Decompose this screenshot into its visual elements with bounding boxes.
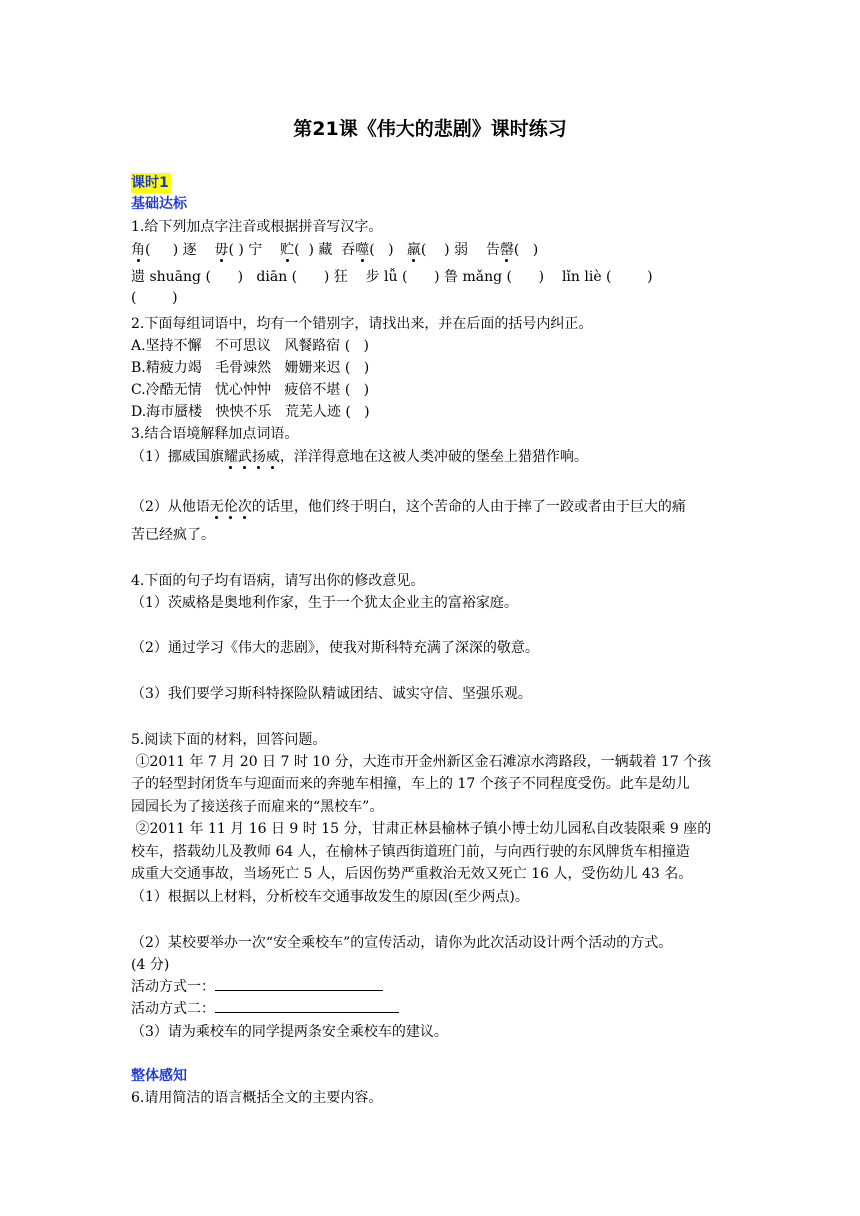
q1-item: 告 bbox=[485, 242, 500, 258]
q5-question-3: （3）请为乘校车的同学提两条安全乘校车的建议。 bbox=[131, 1024, 448, 1040]
q5-material-2-line-2: 校车，搭载幼儿及教师 64 人，在榆林子镇西街道班门前，与向西行驶的东风牌货车相撞造 bbox=[131, 844, 690, 860]
q5-material-1-line-3: 园园长为了接送孩子而雇来的“黑校车”。 bbox=[131, 799, 384, 815]
q3-sentence-2-cont: 苦已经疯了。 bbox=[131, 527, 215, 543]
q5-material-1-line-2: 子的轻型封闭货车与迎面而来的奔驰车相撞，车上的 17 个孩子不同程度受伤。此车是幼儿 bbox=[131, 776, 690, 792]
q1-row2: 遗 shuāng ( ) diān ( ) 狂 步 lǚ ( ) 鲁 mǎng ( ) lǐn liè ( ) bbox=[131, 269, 653, 285]
activity-way-2 bbox=[131, 998, 399, 1020]
dotted-char: 角 bbox=[131, 242, 145, 258]
q1-item: ( ) 弱 bbox=[420, 242, 469, 258]
q6-prompt: 6.请用简洁的语言概括全文的主要内容。 bbox=[131, 1090, 383, 1106]
dotted-char: 羸 bbox=[406, 242, 421, 258]
answer-blank[interactable] bbox=[215, 998, 399, 1013]
q1-item: ( ) 逐 bbox=[145, 242, 197, 258]
answer-blank[interactable] bbox=[215, 976, 383, 991]
q1-row1 bbox=[131, 239, 538, 261]
q4-prompt: 4.下面的句子均有语病，请写出你的修改意见。 bbox=[131, 573, 425, 589]
q2-option-d: D.海市蜃楼 怏怏不乐 荒芜人迹 ( ) bbox=[131, 404, 370, 420]
q2-option-a: A.坚持不懈 不可思议 风餐路宿 ( ) bbox=[131, 338, 369, 354]
q5-material-1-line-1: ①2011 年 7 月 20 日 7 时 10 分，大连市开金州新区金石滩凉水湾路段，一辆载着 17 个孩 bbox=[131, 754, 712, 770]
q4-sentence-3: （3）我们要学习斯科特探险队精诚团结、诚实守信、坚强乐观。 bbox=[131, 686, 532, 702]
activity-way-1-label: 活动方式一： bbox=[131, 979, 215, 995]
dotted-char: 扬 bbox=[251, 449, 266, 465]
q2-option-c: C.冷酷无情 忧心忡忡 疲倍不堪 ( ) bbox=[131, 382, 370, 398]
q4-sentence-1: （1）茨威格是奥地利作家，生于一个犹太企业主的富裕家庭。 bbox=[131, 595, 518, 611]
q3-s2-pre: （2）从他语 bbox=[131, 499, 210, 515]
lesson-label: 课时1 bbox=[131, 175, 169, 191]
dotted-char: 毋 bbox=[214, 242, 229, 258]
q3-s1-post: ，洋洋得意地在这被人类冲破的堡垒上猎猎作响。 bbox=[279, 449, 588, 465]
q1-item: ( ) bbox=[369, 242, 394, 258]
q1-item: ( ) bbox=[513, 242, 539, 258]
q4-sentence-2: （2）通过学习《伟大的悲剧》，使我对斯科特充满了深深的敬意。 bbox=[131, 640, 539, 656]
activity-way-1 bbox=[131, 976, 383, 998]
dotted-char: 伦 bbox=[223, 499, 238, 515]
q3-sentence-2 bbox=[131, 496, 686, 518]
dotted-char: 无 bbox=[209, 499, 224, 515]
q2-prompt: 2.下面每组词语中，均有一个错别字，请找出来，并在后面的括号内纠正。 bbox=[131, 316, 593, 332]
q3-s1-pre: （1）挪威国旗 bbox=[131, 449, 224, 465]
q5-question-1: （1）根据以上材料，分析校车交通事故发生的原因(至少两点)。 bbox=[131, 889, 529, 905]
q5-question-2: （2）某校要举办一次“安全乘校车”的宣传活动，请你为此次活动设计两个活动的方式。 bbox=[131, 935, 673, 951]
dotted-char: 罄 bbox=[499, 242, 514, 258]
q1-item: 吞 bbox=[341, 242, 356, 258]
dotted-char: 贮 bbox=[280, 242, 295, 258]
q1-item: ( ) 宁 bbox=[228, 242, 263, 258]
q1-item: ( ) 藏 bbox=[294, 242, 333, 258]
section-overall: 整体感知 bbox=[131, 1068, 187, 1084]
dotted-char: 威 bbox=[265, 449, 280, 465]
q5-material-2-line-3: 成重大交通事故，当场死亡 5 人，后因伤势严重救治无效又死亡 16 人，受伤幼儿 43 名。 bbox=[131, 866, 693, 882]
page-title: 第21课《伟大的悲剧》课时练习 bbox=[293, 118, 567, 140]
q1-prompt: 1.给下列加点字注音或根据拼音写汉字。 bbox=[131, 219, 383, 235]
q3-sentence-1 bbox=[131, 446, 588, 468]
q5-material-2-line-1: ②2011 年 11 月 16 日 9 时 15 分，甘肃正林县榆林子镇小博士幼儿园私自改装限乘 9 座的 bbox=[131, 821, 712, 837]
dotted-char: 武 bbox=[237, 449, 252, 465]
dotted-char: 耀 bbox=[223, 449, 238, 465]
dotted-char: 次 bbox=[237, 499, 252, 515]
activity-way-2-label: 活动方式二： bbox=[131, 1001, 215, 1017]
q2-option-b: B.精疲力竭 毛骨竦然 姗姗来迟 ( ) bbox=[131, 360, 370, 376]
q1-row3: ( ) bbox=[131, 290, 178, 306]
q3-prompt: 3.结合语境解释加点词语。 bbox=[131, 426, 299, 442]
dotted-char: 噬 bbox=[355, 242, 370, 258]
q5-prompt: 5.阅读下面的材料，回答问题。 bbox=[131, 732, 327, 748]
q5-question-2-score: (4 分) bbox=[131, 957, 170, 973]
q3-s2-post: 的话里，他们终于明白，这个苦命的人由于摔了一跤或者由于巨大的痛 bbox=[251, 499, 686, 515]
section-basic: 基础达标 bbox=[131, 196, 187, 212]
